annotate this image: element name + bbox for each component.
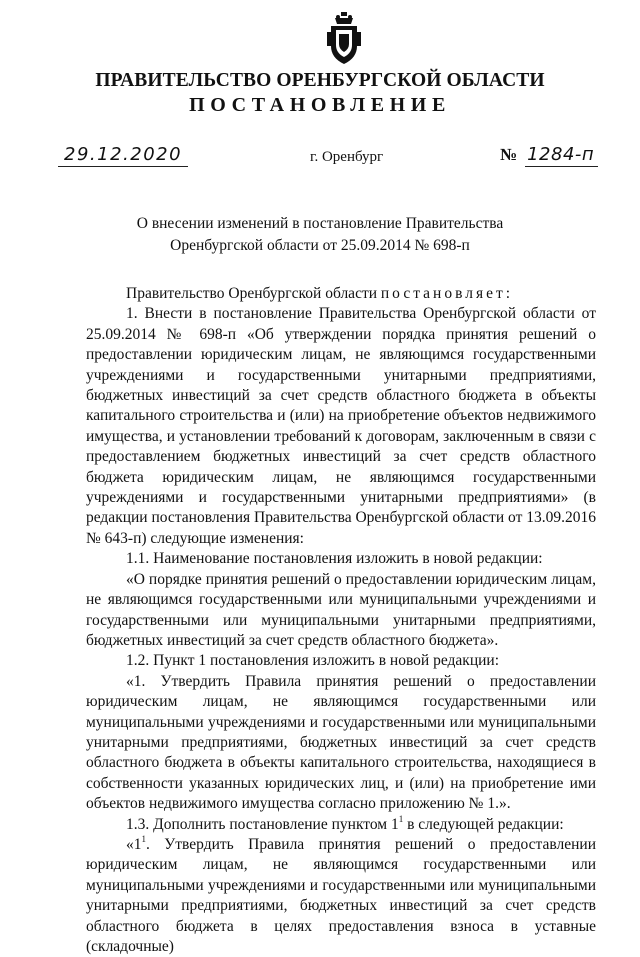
subject-line: О внесении изменений в постановление Правительства [136, 215, 504, 232]
paragraph-item-1-1: 1.1. Наименование постановления изложить в новой редакции: [126, 550, 543, 568]
document-number [500, 144, 598, 167]
coat-of-arms-icon [327, 12, 361, 66]
item-1-3-quote-text: . Утвердить Правила принятия решений о предоставлении юридическим лицам, не являющимся государственными или муниципальными учреждениями и государственными или муниципальными унитарными предприятиями, бюджетных инвестиций за счет средств областного бюджета в целях предоставления взноса в уставные (складочные) [86, 835, 596, 955]
item-1-3-quote-start: «1 [126, 835, 142, 853]
paragraph-item-1: 1. Внести в постановление Правительства Оренбургской области от 25.09.2014 № 698-п «Об утверждении порядка принятия решений о предоставлении юридическим лицам, не являющимся государственными учреждениями и государственными унитарными предприятиями, бюджетных инвестиций за счет средств областного бюджета в объекты капитального строительства и (или) на приобретение объектов недвижимого имущества, и установлении требований к договорам, заключенным в связи с предоставлением бюджетных инвестиций за счет средств областного бюджета юридическим лицам, не являющимся государственными учреждениями и государственными унитарными предприятиями» (в редакции постановления Правительства Оренбургской области от 13.09.2016 № 643-п) следующие изменения: [86, 305, 596, 547]
preamble-verb: постановляет: [380, 285, 514, 302]
paragraph-item-1-3 [86, 815, 596, 835]
item-1-3-text-end: в следующей редакции: [403, 815, 564, 833]
government-title: ПРАВИТЕЛЬСТВО ОРЕНБУРГСКОЙ ОБЛАСТИ [95, 70, 545, 91]
document-date: 29.12.2020 [58, 144, 188, 167]
paragraph-item-1-1-text: «О порядке принятия решений о предоставлении юридическим лицам, не являющимся государственными или муниципальными учреждениями и государственными или муниципальными унитарными предприятиями, бюджетных инвестиций за счет средств областного бюджета». [86, 570, 596, 649]
document-type: ПОСТАНОВЛЕНИЕ [189, 94, 451, 116]
document-meta [0, 144, 640, 174]
document-subject [0, 213, 640, 257]
number-value: 1284-п [525, 144, 598, 167]
superscript: 1 [398, 813, 404, 824]
subject-line: Оренбургской области от 25.09.2014 № 698-п [170, 237, 470, 254]
item-1-3-text: 1.3. Дополнить постановление пунктом 1 [126, 815, 399, 833]
preamble [86, 284, 596, 304]
superscript: 1 [141, 833, 146, 844]
document-body [86, 284, 596, 957]
preamble-text: Правительство Оренбургской области [126, 285, 381, 302]
paragraph-item-1-2-text: «1. Утвердить Правила принятия решений о предоставлении юридическим лицам, не являющимся государственными или муниципальными учреждениями и государственными или муниципальными унитарными предприятиями, бюджетных инвестиций за счет средств областного бюджета в объекты капитального строительства, находящиеся в собственности указанных юридических лиц, и (или) на приобретение ими объектов недвижимого имущества согласно приложению № 1.». [86, 672, 596, 813]
document-city: г. Оренбург [310, 149, 384, 165]
paragraph-item-1-3-text [86, 835, 596, 957]
number-sign: № [500, 145, 518, 164]
paragraph-item-1-2: 1.2. Пункт 1 постановления изложить в новой редакции: [126, 652, 500, 670]
